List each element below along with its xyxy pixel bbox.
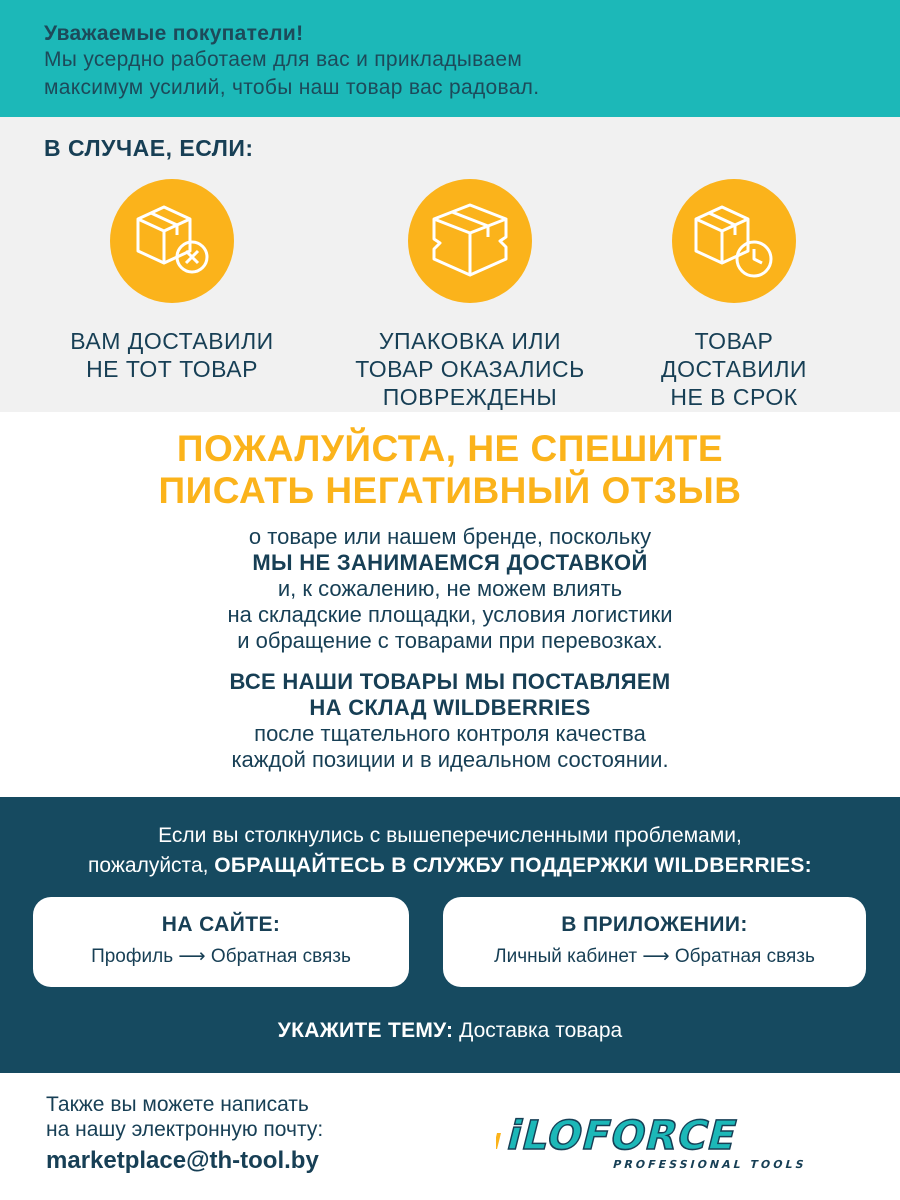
footer (0, 1073, 900, 1200)
footer-line-1: Также вы можете написать (46, 1093, 309, 1116)
plea-p4: на складские площадки, условия логистики (227, 602, 673, 627)
support-section (0, 797, 900, 1073)
damaged-box-icon (408, 179, 532, 303)
box-clock-icon (672, 179, 796, 303)
case-3-line-1: ТОВАР (694, 328, 774, 354)
header-line-1: Мы усердно работаем для вас и прикладываем (44, 48, 523, 71)
case-2-line-1: УПАКОВКА ИЛИ (378, 328, 562, 354)
greeting: Уважаемые покупатели! (44, 22, 304, 45)
support-intro-bold: ОБРАЩАЙТЕСЬ В СЛУЖБУ ПОДДЕРЖКИ WILDBERRIES: (214, 854, 812, 877)
case-late (604, 179, 864, 411)
app-card-title: В ПРИЛОЖЕНИИ: (561, 913, 748, 936)
case-1-line-1: ВАМ ДОСТАВИЛИ (70, 328, 274, 354)
plea-heading-line-2: ПИСАТЬ НЕГАТИВНЫЙ ОТЗЫВ (158, 470, 742, 511)
app-path-feedback: Обратная связь (674, 946, 815, 967)
case-wrong-item (42, 179, 302, 383)
arrow-right-icon: ⟶ (178, 946, 206, 967)
app-card-path (443, 945, 866, 968)
logo-accent (496, 1133, 501, 1149)
plea-paragraph-2 (0, 669, 900, 773)
case-1-line-2: НЕ ТОТ ТОВАР (86, 356, 258, 382)
plea-paragraph-1 (0, 524, 900, 654)
plea-q4: каждой позиции и в идеальном состоянии. (231, 747, 669, 772)
support-email[interactable]: marketplace@th-tool.by (46, 1147, 319, 1174)
support-intro-line-2 (0, 851, 900, 881)
app-path-cabinet: Личный кабинет (494, 946, 638, 967)
theme-value: Доставка товара (459, 1019, 623, 1042)
theme-label: УКАЖИТЕ ТЕМУ: (277, 1019, 454, 1042)
header-line-2: максимум усилий, чтобы наш товар вас радовал. (44, 76, 540, 99)
site-support-card (33, 897, 409, 987)
plea-heading-line-1: ПОЖАЛУЙСТА, НЕ СПЕШИТЕ (176, 428, 724, 469)
case-2-line-3: ПОВРЕЖДЕНЫ (382, 384, 558, 410)
plea-heading (0, 428, 900, 512)
support-intro-line-1: Если вы столкнулись с вышеперечисленными проблемами, (158, 824, 742, 847)
plea-q1: ВСЕ НАШИ ТОВАРЫ МЫ ПОСТАВЛЯЕМ (229, 669, 671, 694)
logo-wordmark: iLOFORCE (502, 1113, 743, 1159)
support-theme (0, 1019, 900, 1043)
logo-tagline: PROFESSIONAL TOOLS (611, 1158, 808, 1171)
case-damaged (340, 179, 600, 411)
case-2-line-2: ТОВАР ОКАЗАЛИСЬ (355, 356, 585, 382)
plea-p1: о товаре или нашем бренде, поскольку (248, 524, 652, 549)
support-intro-plain: пожалуйста, (88, 854, 215, 877)
arrow-right-icon: ⟶ (642, 946, 670, 967)
header-banner (0, 0, 900, 117)
support-intro (0, 821, 900, 881)
site-card-path (33, 945, 409, 968)
case-3-line-3: НЕ В СРОК (670, 384, 798, 410)
plea-q3: после тщательного контроля качества (254, 721, 646, 746)
site-path-feedback: Обратная связь (210, 946, 351, 967)
plea-q2: НА СКЛАД WILDBERRIES (309, 695, 591, 720)
footer-line-2: на нашу электронную почту: (46, 1118, 324, 1141)
site-card-title: НА САЙТЕ: (161, 913, 281, 936)
cases-title: В СЛУЧАЕ, ЕСЛИ: (44, 135, 254, 161)
iloforce-logo (496, 1113, 856, 1173)
plea-p5: и обращение с товарами при перевозках. (237, 628, 663, 653)
cases-section (0, 117, 900, 412)
app-support-card (443, 897, 866, 987)
site-path-profile: Профиль (91, 946, 174, 967)
plea-p2: МЫ НЕ ЗАНИМАЕМСЯ ДОСТАВКОЙ (252, 550, 648, 575)
plea-p3: и, к сожалению, не можем влиять (277, 576, 623, 601)
case-3-line-2: ДОСТАВИЛИ (661, 356, 807, 382)
box-cross-icon (110, 179, 234, 303)
